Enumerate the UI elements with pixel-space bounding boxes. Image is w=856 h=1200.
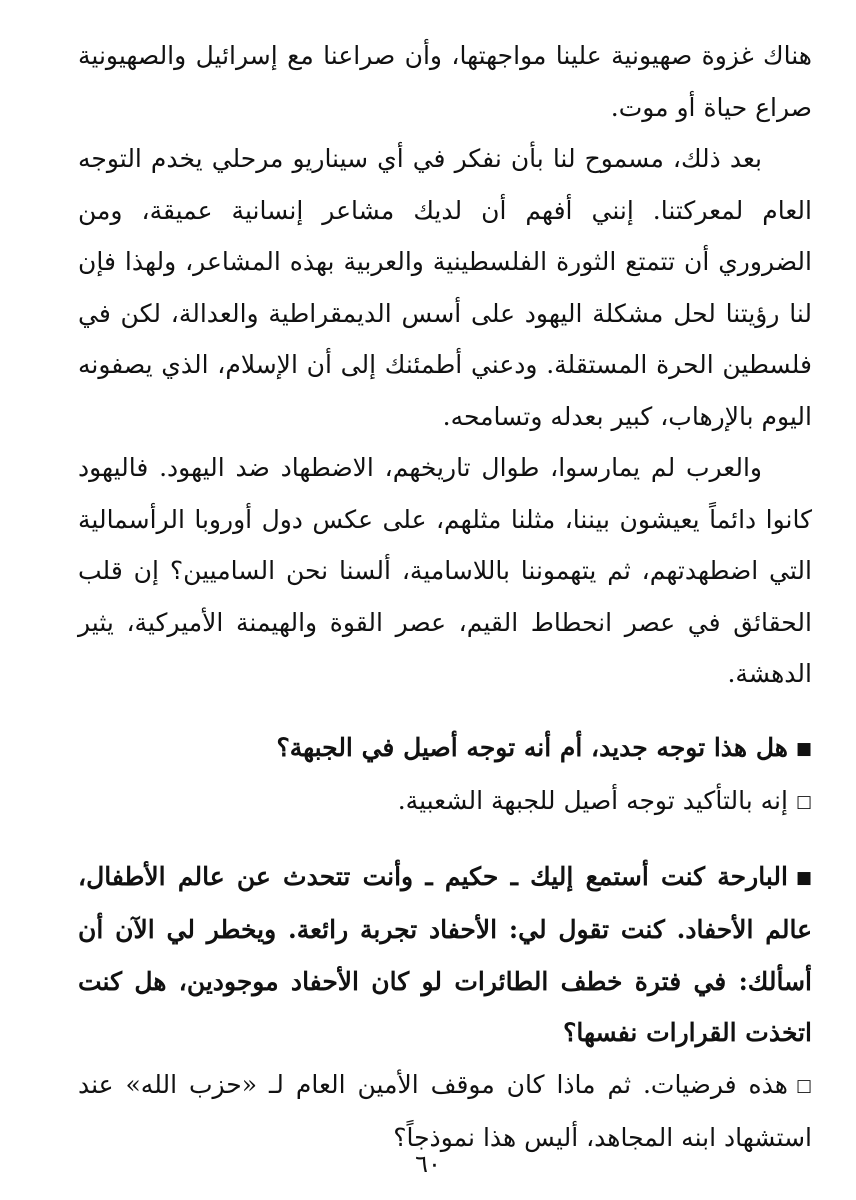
interview-answer <box>78 1059 812 1164</box>
paragraph: والعرب لم يمارسوا، طوال تاريخهم، الاضطهاد ضد اليهود. فاليهود كانوا دائماً يعيشون بيننا، مثلنا مثلهم، على عكس دول أوروبا الرأسمالية التي اضطهدتهم، ثم يتهموننا باللاسامية، ألسنا نحن الساميين؟ إن قلب الحقائق في عصر انحطاط القيم، عصر القوة والهيمنة الأميركية، يثير الدهشة. <box>78 453 812 688</box>
paragraph: هناك غزوة صهيونية علينا مواجهتها، وأن صراعنا مع إسرائيل والصهيونية صراع حياة أو موت. <box>78 41 812 122</box>
interview-question <box>78 722 812 776</box>
question-text: هل هذا توجه جديد، أم أنه توجه أصيل في الجبهة؟ <box>276 732 788 762</box>
interview-answer <box>78 775 812 829</box>
empty-square-icon: □ <box>795 1075 812 1096</box>
paragraph: بعد ذلك، مسموح لنا بأن نفكر في أي سيناريو مرحلي يخدم التوجه العام لمعركتنا. إنني أفهم أن لديك مشاعر إنسانية عميقة، ومن الضروري أن تتمتع الثورة الفلسطينية والعربية بهذه المشاعر، ولهذا فإن لنا رؤيتنا لحل مشكلة اليهود على أسس الديمقراطية والعدالة، لكن في فلسطين الحرة المستقلة. ودعني أطمئنك إلى أن الإسلام، الذي يصفونه اليوم بالإرهاب، كبير بعدله وتسامحه. <box>78 144 812 431</box>
empty-square-icon: □ <box>795 792 812 812</box>
interview-question <box>78 851 812 1059</box>
answer-text: هذه فرضيات. ثم ماذا كان موقف الأمين العام لـ «حزب الله» عند استشهاد ابنه المجاهد، أليس هذا نموذجاً؟ <box>78 1069 812 1152</box>
filled-square-icon: ■ <box>795 738 812 759</box>
page-number: ٦٠ <box>415 1150 441 1178</box>
question-text: البارحة كنت أستمع إليك ـ حكيم ـ وأنت تتحدث عن عالم الأطفال، عالم الأحفاد. كنت تقول لي: الأحفاد تجربة رائعة. ويخطر لي الآن أن أسألك: في فترة خطف الطائرات لو كان الأحفاد موجودين، هل كنت اتخذت القرارات نفسها؟ <box>78 861 812 1047</box>
filled-square-icon: ■ <box>795 867 812 888</box>
answer-text: إنه بالتأكيد توجه أصيل للجبهة الشعبية. <box>397 786 788 815</box>
page-body <box>78 30 812 1164</box>
